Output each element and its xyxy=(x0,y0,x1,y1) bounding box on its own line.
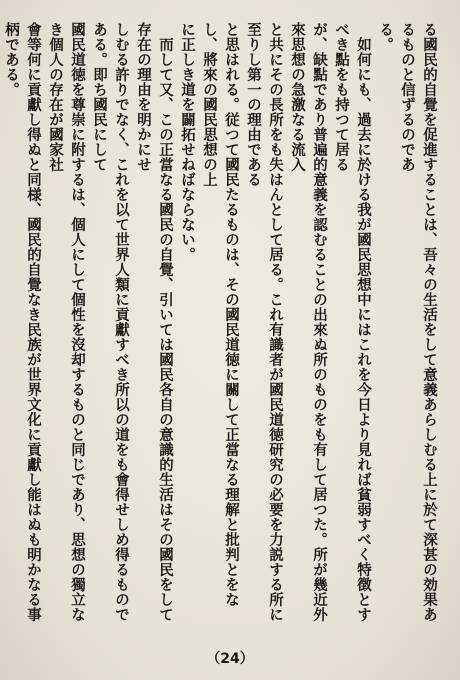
text-line: る國民的自覺を促進することは、吾々の生活をして意義あらしむる上に於て深甚の効果あるものと信ずるのであ xyxy=(399,22,438,622)
text-line: が、缺點であり普遍的意義を認むることの出來ぬ所のものをも有して居つた。所が幾近外來思想の急激なる流入 xyxy=(289,22,328,622)
page-number: （24） xyxy=(206,651,254,667)
text-line: 國民道徳を尊崇に附するは、個人にして個性を沒却するものと同じであり、思想の獨立なき個人の存在が國家社 xyxy=(47,22,86,622)
body-text xyxy=(3,22,440,630)
text-line: 而して又、この正當なる國民の自覺、引いては國民各自の意識的生活はその國民をして存在の理由を明かにせ xyxy=(135,22,174,622)
text-line: と思はれる。従つて國民たるものは、その國民道徳に關して正當なる理解と批判とをなし、將來の國民思想の上 xyxy=(201,22,240,607)
text-line: 會等何に貢獻し得ぬと同様、國民的自覺なき民族が世界文化に貢獻し能はぬも明かなる事柄である。 xyxy=(3,22,42,622)
text-line: 如何にも、過去に於ける我が國民思想中にはこれを今日より見れば貧弱すべく特徴とすべき點をも持つて居る xyxy=(333,22,372,622)
text-line: と共にその長所をも失はんとして居る。これ有識者が國民道徳研究の必要を力説する所に至りし第一の理由である xyxy=(245,22,284,622)
text-line: る。 xyxy=(377,22,394,52)
text-line: しむる許りでなく、これを以て世界人類に貢獻すべき所以の道をも會得せしめ得るものである。即ち國民にして xyxy=(91,22,130,622)
text-line: に正しき道を闢拓せねばならない。 xyxy=(179,22,196,262)
